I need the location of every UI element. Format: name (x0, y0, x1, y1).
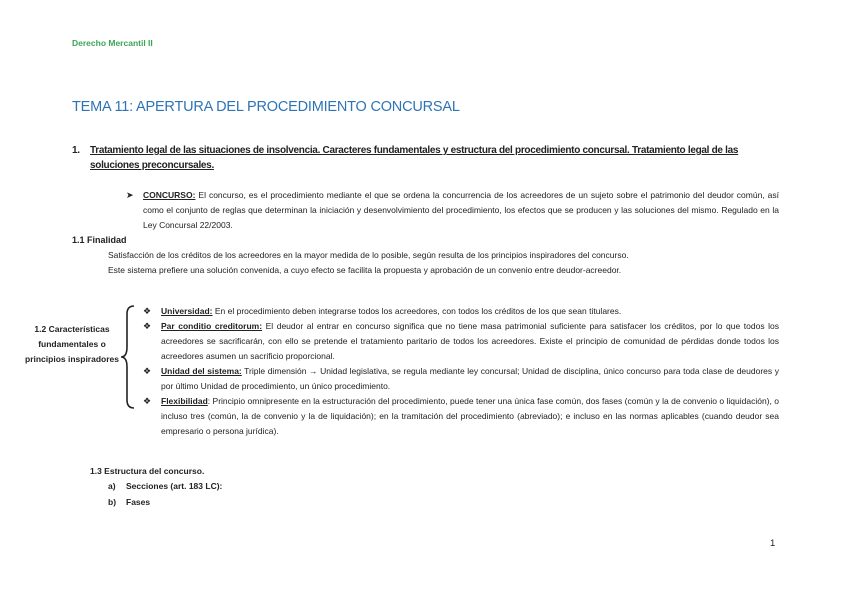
finalidad-body (108, 248, 629, 278)
item-marker: a) (108, 481, 116, 491)
diamond-bullet-icon: ❖ (143, 366, 152, 376)
concurso-label: CONCURSO: (143, 190, 196, 200)
caracteristicas-list (143, 304, 779, 439)
item-text: El deudor al entrar en concurso significa que no tiene masa patrimonial suficiente para satisfacer los créditos, por lo que todos los acreedores se sacrificarán, con ello se pretende el tratamiento paritario de todos los acreedores. Existe el principio de comunidad de pérdidas donde todos los acreedores asumen un sacrificio proporcional. (161, 321, 779, 361)
estructura-heading: 1.3 Estructura del concurso. (90, 466, 205, 476)
list-item (143, 364, 779, 394)
concurso-text: El concurso, es el procedimiento mediante el que se ordena la concurrencia de los acreedores de un sujeto sobre el patrimonio del deudor común, así como el conjunto de reglas que determinan la iniciación y desenvolvimiento del procedimiento, los efectos que se producen y las soluciones del mismo. Regulado en la Ley Concursal 22/2003. (143, 190, 779, 230)
list-item (143, 304, 779, 319)
page-number: 1 (770, 538, 776, 549)
finalidad-heading: 1.1 Finalidad (72, 235, 127, 245)
section-1-text: Tratamiento legal de las situaciones de insolvencia. Caracteres fundamentales y estructura del procedimiento concursal. Tratamiento legal de las soluciones preconcursales. (90, 145, 739, 171)
finalidad-line-1: Satisfacción de los créditos de los acreedores en la mayor medida de lo posible, según resulta de los principios inspiradores del concurso. (108, 250, 629, 260)
diamond-bullet-icon: ❖ (143, 306, 152, 316)
item-label: Flexibilidad (161, 396, 208, 406)
curly-brace-icon (118, 304, 140, 410)
item-text: : Principio omnipresente en la estructuración del procedimiento, puede tener una única fase común, dos fases (común y la de convenio o liquidación), o incluso tres (común, la de convenio y la de liquidación); en la tramitación del procedimiento (abreviado); e incluso en las normas aplicables (cuando deudor sea empresario o persona jurídica). (161, 396, 779, 436)
item-label: Par conditio creditorum: (161, 321, 263, 331)
page-title: TEMA 11: APERTURA DEL PROCEDIMIENTO CONCURSAL (72, 99, 460, 115)
caracteristicas-heading: 1.2 Características fundamentales o principios inspiradores (25, 324, 119, 364)
arrow-bullet-icon: ➤ (126, 190, 134, 200)
finalidad-line-2: Este sistema prefiere una solución convenida, a cuyo efecto se facilita la propuesta y aprobación de un convenio entre deudor-acreedor. (108, 265, 622, 275)
item-text: Fases (126, 497, 151, 507)
list-item (143, 319, 779, 364)
item-text: En el procedimiento deben integrarse todos los acreedores, con todos los créditos de los que sean titulares. (212, 306, 622, 316)
item-label: Universidad: (161, 306, 213, 316)
diamond-bullet-icon: ❖ (143, 321, 152, 331)
item-text: Secciones (art. 183 LC): (126, 481, 223, 491)
concurso-definition (126, 188, 779, 233)
document-header: Derecho Mercantil II (72, 38, 153, 48)
section-1-number: 1. (72, 145, 80, 156)
list-item (143, 394, 779, 439)
item-label: Unidad del sistema: (161, 366, 242, 376)
item-text: Triple dimensión → Unidad legislativa, se regula mediante ley concursal; Unidad de disciplina, único concurso para toda clase de deudores y por último Unidad de procedimiento, un único procedimiento. (161, 366, 779, 391)
item-marker: b) (108, 497, 117, 507)
diamond-bullet-icon: ❖ (143, 396, 152, 406)
